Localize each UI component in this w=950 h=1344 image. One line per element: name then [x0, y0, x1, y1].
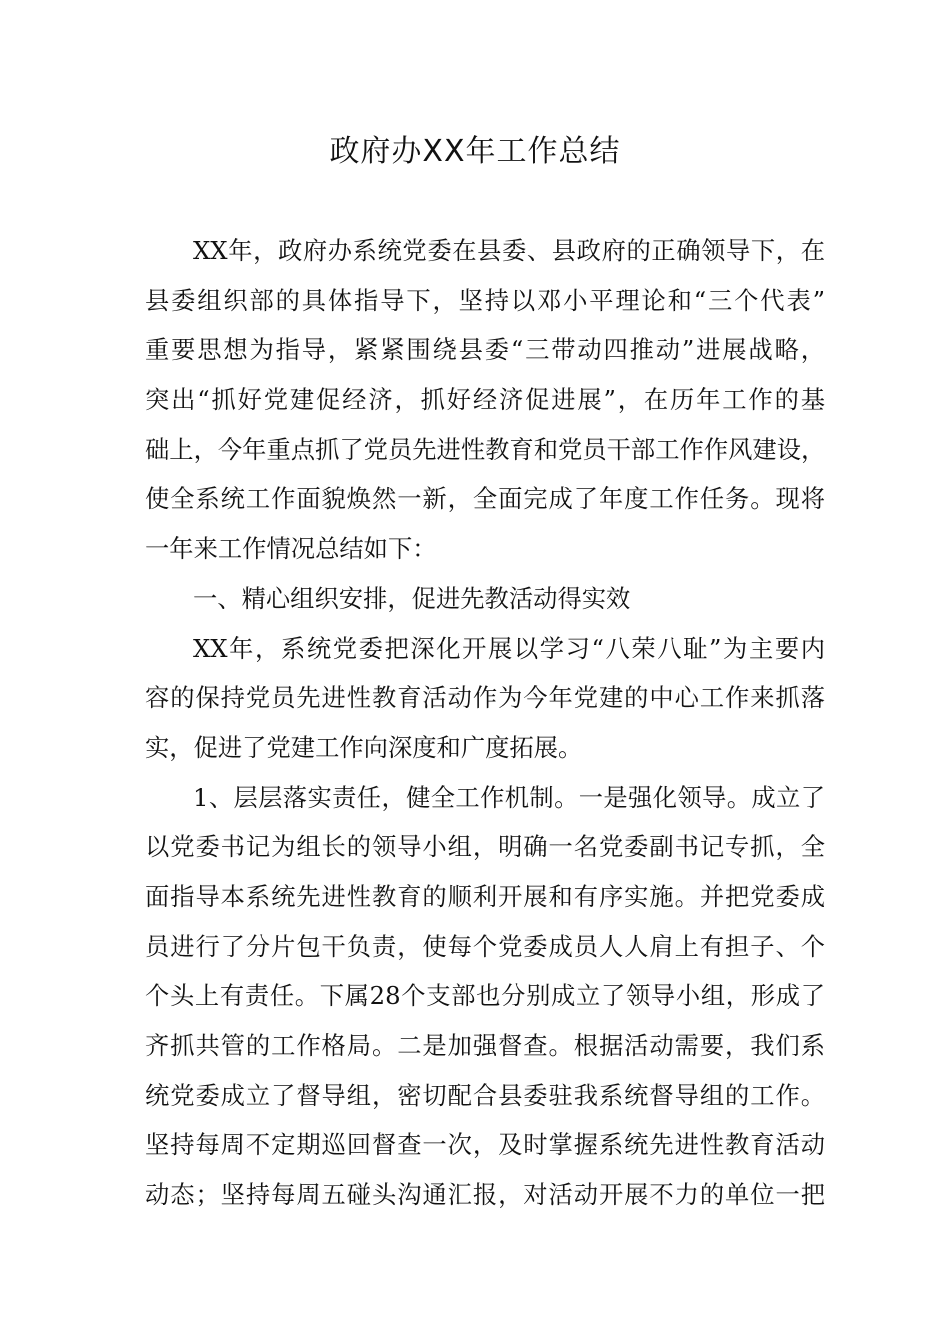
paragraph-line: 坚持每周不定期巡回督查一次，及时掌握系统先进性教育活动	[145, 1130, 825, 1160]
paragraph-line: 础上，今年重点抓了党员先进性教育和党员干部工作作风建设，	[145, 434, 826, 464]
paragraph-line: 县委组织部的具体指导下，坚持以邓小平理论和“三个代表”	[145, 285, 825, 315]
paragraph-line: 突出“抓好党建促经济，抓好经济促进展”，在历年工作的基	[145, 385, 825, 415]
paragraph-line: 1、层层落实责任，健全工作机制。一是强化领导。成立了	[193, 782, 825, 812]
paragraph-line: 使全系统工作面貌焕然一新，全面完成了年度工作任务。现将	[145, 484, 825, 514]
paragraph-line: 一年来工作情况总结如下：	[145, 534, 437, 564]
paragraph-line: 动态；坚持每周五碰头沟通汇报，对活动开展不力的单位一把	[145, 1180, 825, 1210]
paragraph-line: 以党委书记为组长的领导小组，明确一名党委副书记专抓，全	[145, 832, 825, 862]
paragraph-line: 面指导本系统先进性教育的顺利开展和有序实施。并把党委成	[145, 881, 825, 911]
paragraph-line: 实，促进了党建工作向深度和广度拓展。	[145, 732, 583, 762]
paragraph-line: 统党委成立了督导组，密切配合县委驻我系统督导组的工作。	[145, 1080, 825, 1110]
section-heading: 一、精心组织安排，促进先教活动得实效	[193, 583, 631, 613]
document-title: 政府办XX年工作总结	[329, 134, 621, 169]
paragraph-line: 员进行了分片包干负责，使每个党委成员人人肩上有担子、个	[145, 931, 825, 961]
paragraph-line: 重要思想为指导，紧紧围绕县委“三带动四推动”进展战略，	[145, 335, 825, 365]
paragraph-line: 容的保持党员先进性教育活动作为今年党建的中心工作来抓落	[145, 683, 825, 713]
document-body	[145, 226, 825, 1220]
paragraph-line: 齐抓共管的工作格局。二是加强督查。根据活动需要，我们系	[145, 1031, 825, 1060]
paragraph-line: XX年，政府办系统党委在县委、县政府的正确领导下，在	[193, 236, 825, 265]
paragraph-line: XX年，系统党委把深化开展以学习“八荣八耻”为主要内	[193, 633, 825, 663]
paragraph-line: 个头上有责任。下属28个支部也分别成立了领导小组，形成了	[145, 981, 825, 1011]
